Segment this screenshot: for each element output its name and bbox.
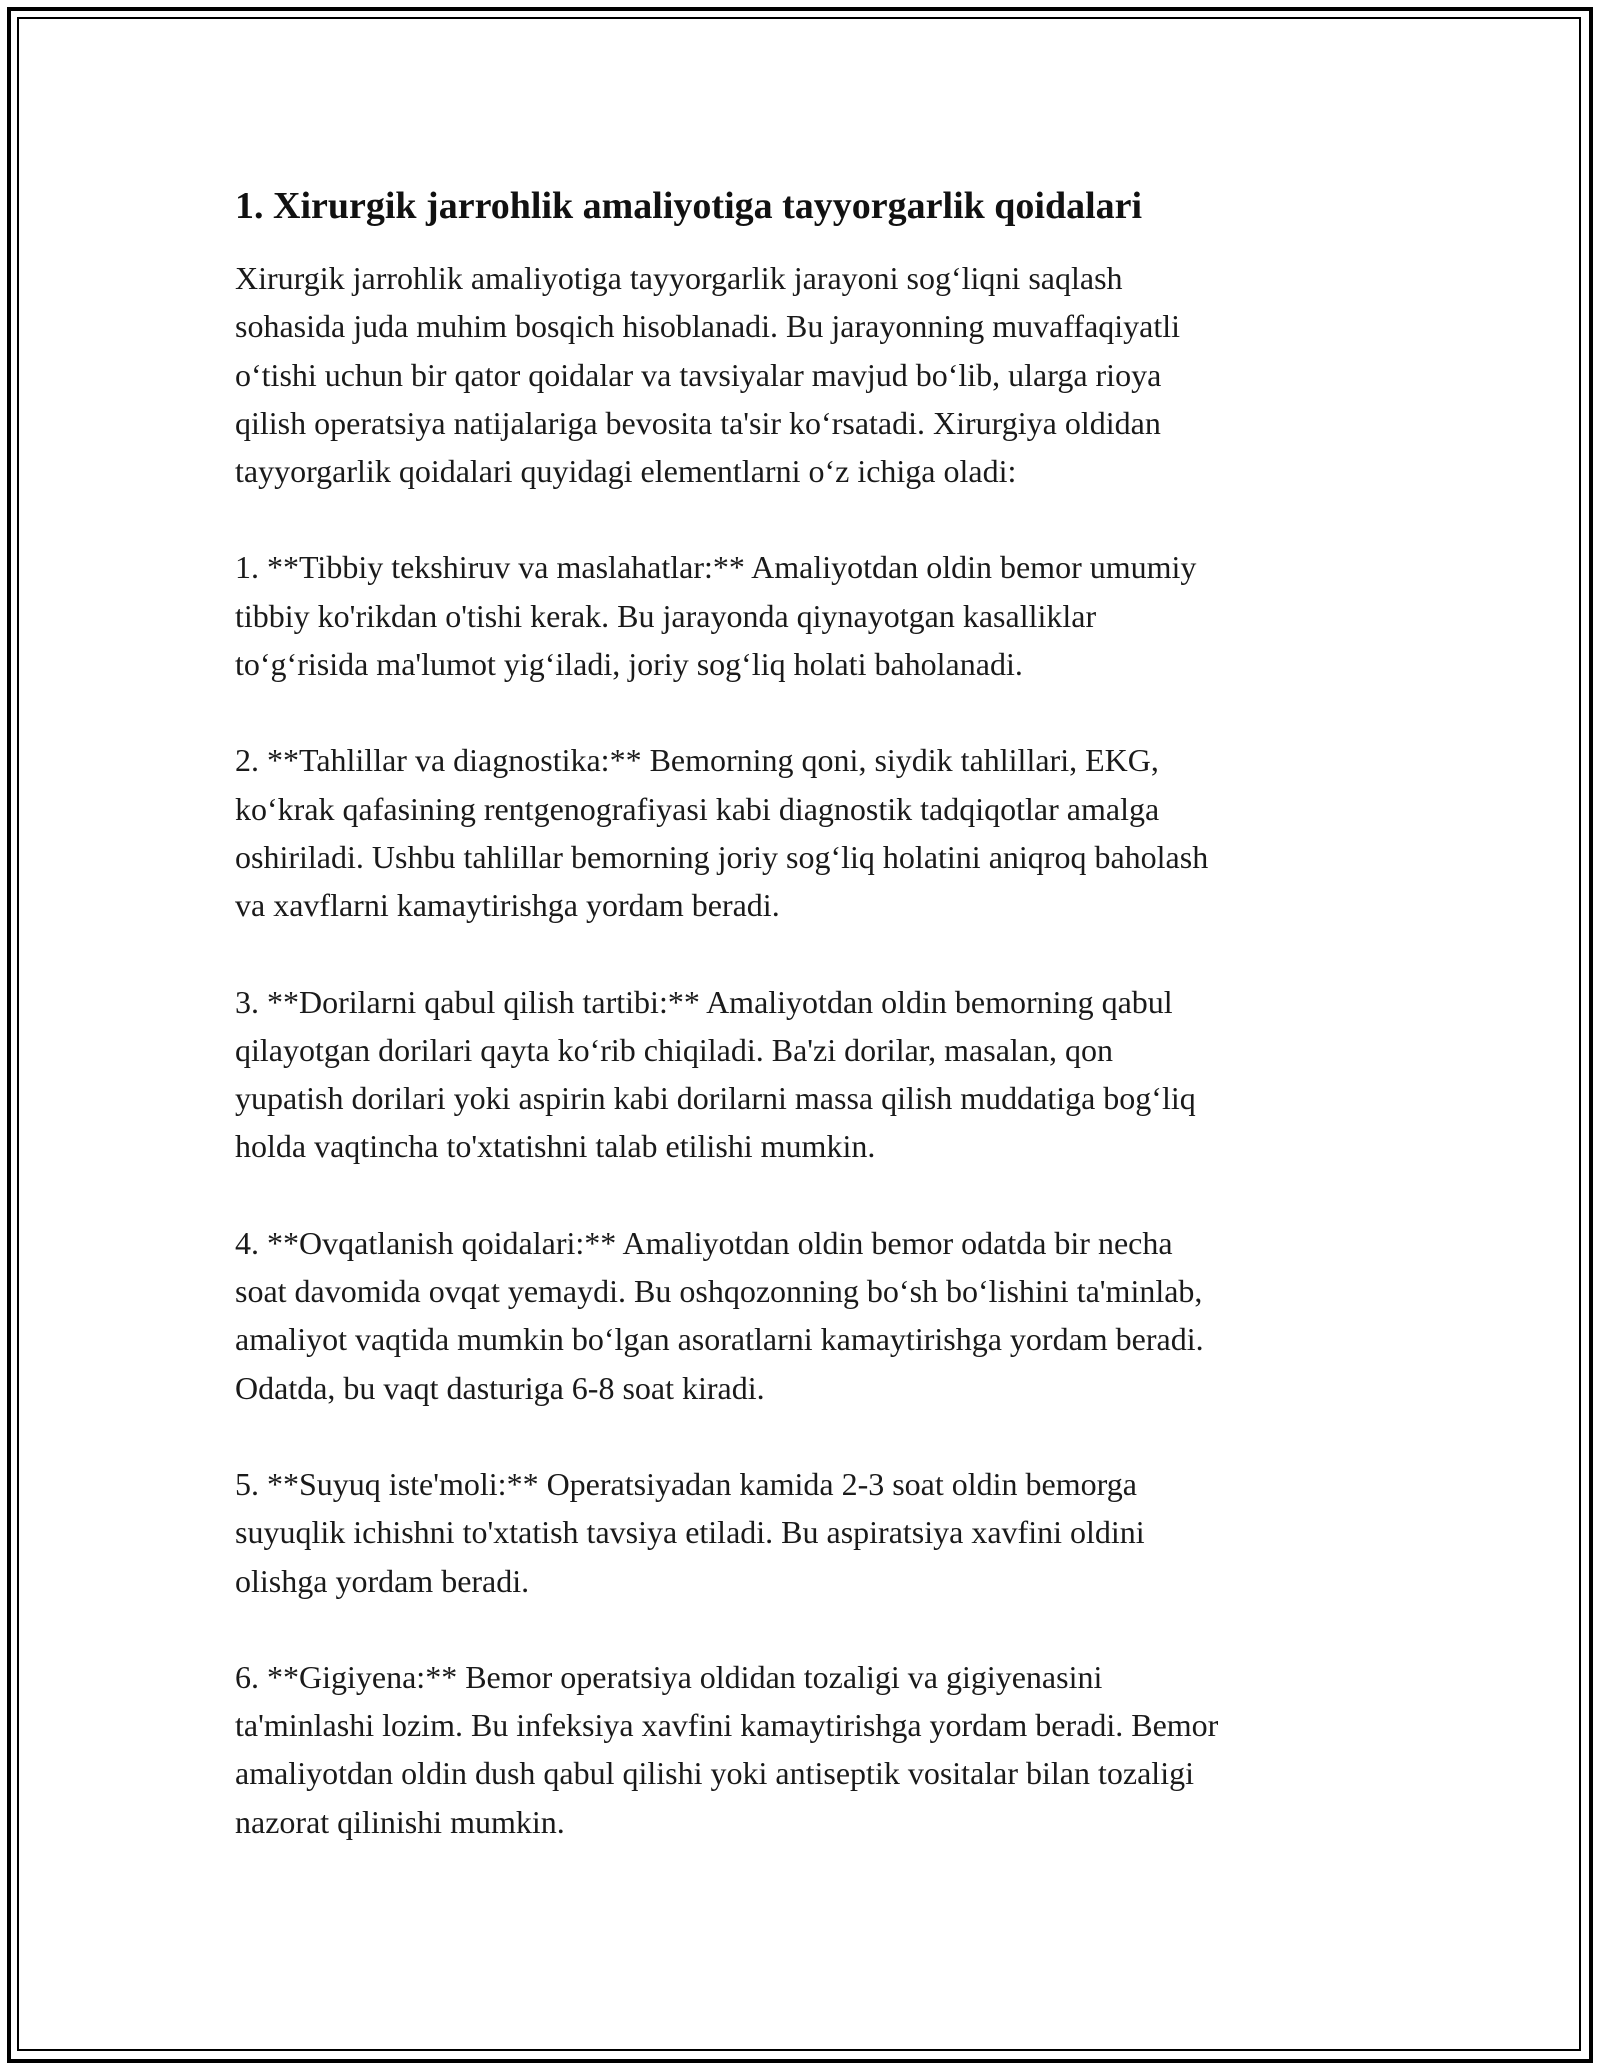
list-item-fluid-intake: 5. **Suyuq iste'moli:** Operatsiyadan kamida 2-3 soat oldin bemorga suyuqlik ichishni to'xtatish tavsiya etiladi. Bu aspiratsiya xavfini oldini olishga yordam beradi. <box>235 1465 1145 1599</box>
list-item-medication: 3. **Dorilarni qabul qilish tartibi:** Amaliyotdan oldin bemorning qabul qilayotgan dorilari qayta ko‘rib chiqiladi. Ba'zi dorilar, masalan, qon yupatish dorilari yoki aspirin kabi dorilarni massa qilish muddatiga bog‘liq holda vaqtincha to'xtatishni talab etilishi mumkin. <box>235 983 1196 1165</box>
list-item-nutrition: 4. **Ovqatlanish qoidalari:** Amaliyotdan oldin bemor odatda bir necha soat davomida ovqat yemaydi. Bu oshqozonning bo‘sh bo‘lishini ta'minlab, amaliyot vaqtida mumkin bo‘lgan asoratlarni kamaytirishga yordam beradi. Odatda, bu vaqt dasturiga 6-8 soat kiradi. <box>235 1224 1204 1406</box>
list-item-diagnostics: 2. **Tahlillar va diagnostika:** Bemorning qoni, siydik tahlillari, EKG, ko‘krak qafasining rentgenografiyasi kabi diagnostik tadqiqotlar amalga oshiriladi. Ushbu tahlillar bemorning joriy sog‘liq holatini aniqroq baholash va xavflarni kamaytirishga yordam beradi. <box>235 742 1209 924</box>
section-heading: 1. Xirurgik jarrohlik amaliyotiga tayyorgarlik qoidalari <box>235 185 1143 227</box>
list-item-medical-checkup: 1. **Tibbiy tekshiruv va maslahatlar:** Amaliyotdan oldin bemor umumiy tibbiy ko'rikdan o'tishi kerak. Bu jarayonda qiynayotgan kasalliklar to‘g‘risida ma'lumot yig‘iladi, joriy sog‘liq holati baholanadi. <box>235 549 1197 683</box>
document-body <box>235 184 1385 1894</box>
intro-paragraph: Xirurgik jarrohlik amaliyotiga tayyorgarlik jarayoni sog‘liqni saqlash sohasida juda muhim bosqich hisoblanadi. Bu jarayonning muvaffaqiyatli o‘tishi uchun bir qator qoidalar va tavsiyalar mavjud bo‘lib, ularga rioya qilish operatsiya natijalariga bevosita ta'sir ko‘rsatadi. Xirurgiya oldidan tayyorgarlik qoidalari quyidagi elementlarni o‘z ichiga oladi: <box>235 260 1181 490</box>
list-item-hygiene: 6. **Gigiyena:** Bemor operatsiya oldidan tozaligi va gigiyenasini ta'minlashi lozim. Bu infeksiya xavfini kamaytirishga yordam beradi. Bemor amaliyotdan oldin dush qabul qilishi yoki antiseptik vositalar bilan tozaligi nazorat qilinishi mumkin. <box>235 1658 1219 1840</box>
